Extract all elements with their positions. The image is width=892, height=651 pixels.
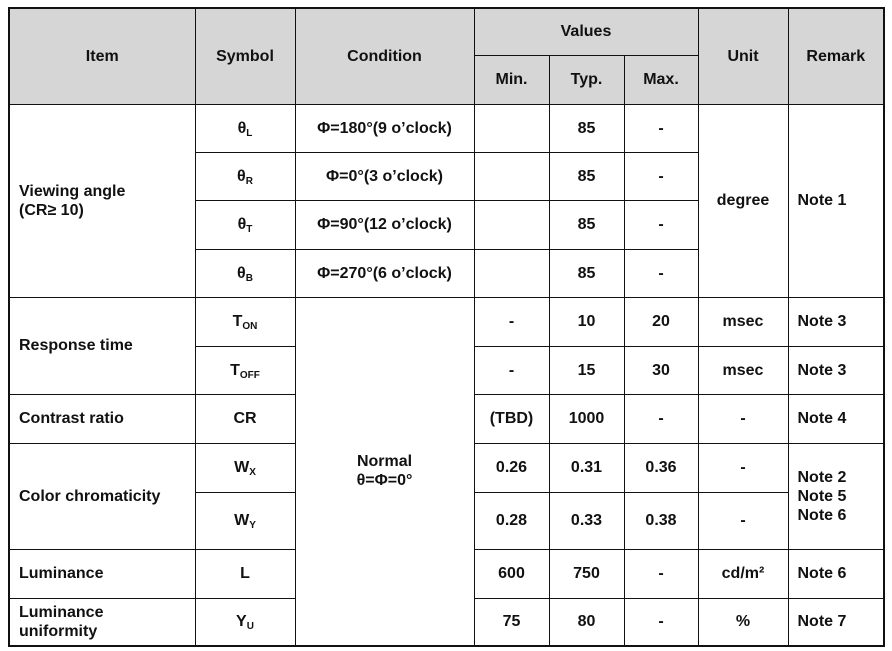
typ-cell: 85 bbox=[549, 200, 624, 249]
typ-cell: 15 bbox=[549, 346, 624, 394]
max-cell: - bbox=[624, 549, 698, 598]
remark-cell: Note 7 bbox=[788, 598, 884, 646]
remark-line: Note 6 bbox=[797, 506, 847, 524]
min-cell bbox=[474, 152, 549, 200]
remark-line: Note 5 bbox=[797, 487, 847, 505]
header-item: Item bbox=[9, 8, 195, 104]
condition-cell: Φ=180°(9 o’clock) bbox=[295, 104, 474, 152]
condition-cell: Φ=90°(12 o’clock) bbox=[295, 200, 474, 249]
item-contrast-ratio: Contrast ratio bbox=[9, 394, 195, 443]
header-max: Max. bbox=[624, 55, 698, 104]
unit-cell: - bbox=[698, 492, 788, 549]
symbol-cell: $\theta_T$ bbox=[195, 200, 295, 249]
symbol-cell: $Y_U$ bbox=[195, 598, 295, 646]
min-cell: 0.28 bbox=[474, 492, 549, 549]
remark-cell: Note 1 bbox=[788, 104, 884, 297]
remark-cell: Note 6 bbox=[788, 549, 884, 598]
max-cell: 20 bbox=[624, 297, 698, 346]
item-viewing-angle bbox=[9, 104, 195, 297]
header-unit: Unit bbox=[698, 8, 788, 104]
header-typ: Typ. bbox=[549, 55, 624, 104]
min-cell: - bbox=[474, 297, 549, 346]
max-cell: - bbox=[624, 104, 698, 152]
condition-normal-line1: Normal bbox=[356, 453, 413, 471]
header-condition: Condition bbox=[295, 8, 474, 104]
remark-cell: Note 4 bbox=[788, 394, 884, 443]
condition-normal-line2: θ=Φ=0° bbox=[356, 472, 413, 490]
condition-normal bbox=[295, 297, 474, 646]
symbol-cell: $\theta_B$ bbox=[195, 249, 295, 297]
max-cell: - bbox=[624, 200, 698, 249]
unit-cell: - bbox=[698, 394, 788, 443]
max-cell: 30 bbox=[624, 346, 698, 394]
remark-cell bbox=[788, 443, 884, 549]
min-cell: (TBD) bbox=[474, 394, 549, 443]
remark-line: Note 2 bbox=[797, 468, 847, 486]
typ-cell: 750 bbox=[549, 549, 624, 598]
typ-cell: 10 bbox=[549, 297, 624, 346]
typ-cell: 1000 bbox=[549, 394, 624, 443]
item-label-line1: Viewing angle bbox=[19, 182, 126, 200]
symbol-cell: $T_{OFF}$ bbox=[195, 346, 295, 394]
typ-cell: 85 bbox=[549, 152, 624, 200]
unit-cell: msec bbox=[698, 297, 788, 346]
min-cell bbox=[474, 249, 549, 297]
header-remark: Remark bbox=[788, 8, 884, 104]
max-cell: - bbox=[624, 394, 698, 443]
min-cell bbox=[474, 200, 549, 249]
unit-cell: cd/m² bbox=[698, 549, 788, 598]
typ-cell: 85 bbox=[549, 104, 624, 152]
symbol-cell: $W_X$ bbox=[195, 443, 295, 492]
max-cell: - bbox=[624, 152, 698, 200]
min-cell: 75 bbox=[474, 598, 549, 646]
typ-cell: 85 bbox=[549, 249, 624, 297]
unit-cell: % bbox=[698, 598, 788, 646]
header-symbol: Symbol bbox=[195, 8, 295, 104]
item-label-line2: uniformity bbox=[19, 622, 98, 640]
item-luminance-uniformity bbox=[9, 598, 195, 646]
remark-cell: Note 3 bbox=[788, 346, 884, 394]
symbol-cell: $T_{ON}$ bbox=[195, 297, 295, 346]
symbol-cell: L bbox=[195, 549, 295, 598]
min-cell bbox=[474, 104, 549, 152]
condition-cell: Φ=0°(3 o’clock) bbox=[295, 152, 474, 200]
item-response-time: Response time bbox=[9, 297, 195, 394]
max-cell: - bbox=[624, 598, 698, 646]
typ-cell: 80 bbox=[549, 598, 624, 646]
typ-cell: 0.33 bbox=[549, 492, 624, 549]
item-label-line1: Luminance bbox=[19, 603, 104, 621]
symbol-cell: $W_Y$ bbox=[195, 492, 295, 549]
header-values: Values bbox=[474, 8, 698, 55]
symbol-cell: $\theta_R$ bbox=[195, 152, 295, 200]
table-row bbox=[9, 297, 884, 346]
unit-cell: - bbox=[698, 443, 788, 492]
item-label-line2: (CR≥ 10) bbox=[19, 201, 84, 219]
optical-spec-table bbox=[8, 7, 885, 647]
unit-cell: degree bbox=[698, 104, 788, 297]
max-cell: 0.36 bbox=[624, 443, 698, 492]
item-luminance: Luminance bbox=[9, 549, 195, 598]
typ-cell: 0.31 bbox=[549, 443, 624, 492]
symbol-cell: CR bbox=[195, 394, 295, 443]
remark-cell: Note 3 bbox=[788, 297, 884, 346]
item-color-chromaticity: Color chromaticity bbox=[9, 443, 195, 549]
min-cell: 0.26 bbox=[474, 443, 549, 492]
table-row bbox=[9, 104, 884, 152]
unit-cell: msec bbox=[698, 346, 788, 394]
header-min: Min. bbox=[474, 55, 549, 104]
min-cell: 600 bbox=[474, 549, 549, 598]
max-cell: 0.38 bbox=[624, 492, 698, 549]
min-cell: - bbox=[474, 346, 549, 394]
condition-cell: Φ=270°(6 o’clock) bbox=[295, 249, 474, 297]
symbol-cell: $\theta_L$ bbox=[195, 104, 295, 152]
max-cell: - bbox=[624, 249, 698, 297]
